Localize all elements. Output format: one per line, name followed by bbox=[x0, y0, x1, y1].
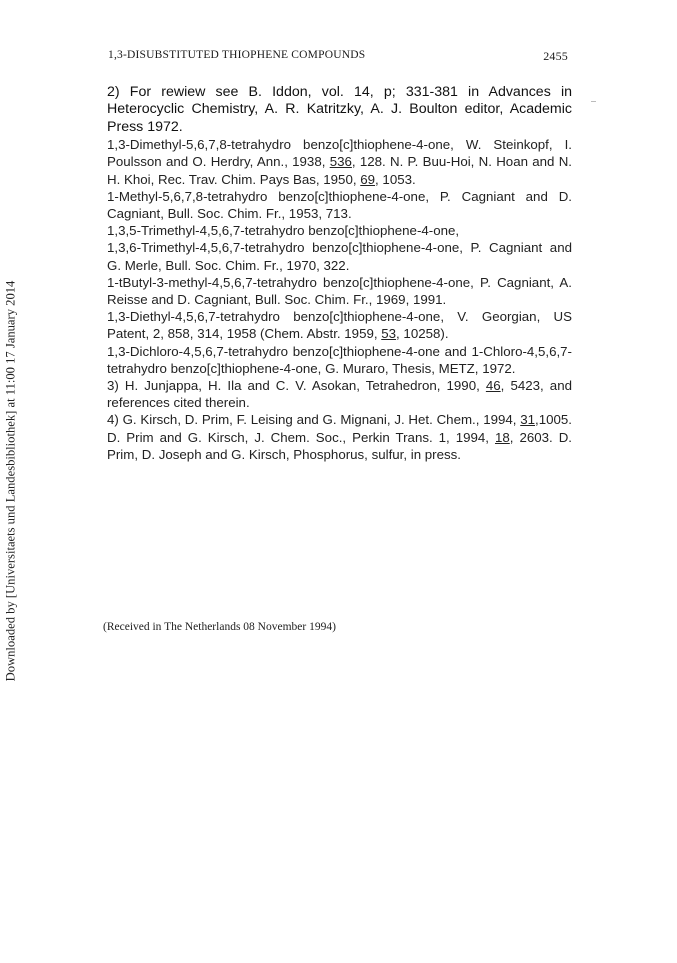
reference-text: 1,3,5-Trimethyl-4,5,6,7-tetrahydro benzo[c]thiophene-4-one, bbox=[107, 223, 460, 239]
volume-number: 46 bbox=[485, 378, 501, 394]
reference-text: , 5423, and references cited therein. bbox=[107, 378, 572, 411]
volume-number: 53 bbox=[381, 326, 397, 342]
reference-text: 1,3,6-Trimethyl-4,5,6,7-tetrahydro benzo[c]thiophene-4-one, P. Cagniant and G. Merle, Bull. Soc. Chim. Fr., 1970, 322. bbox=[107, 240, 572, 273]
reference-4 bbox=[107, 411, 572, 463]
received-note: (Received in The Netherlands 08 November 1994) bbox=[103, 621, 336, 633]
reference-list bbox=[107, 84, 572, 463]
volume-number: 18 bbox=[494, 429, 510, 445]
reference-text: 1-tButyl-3-methyl-4,5,6,7-tetrahydro benzo[c]thiophene-4-one, P. Cagniant, A. Reisse and D. Cagniant, Bull. Soc. Chim. Fr., 1969, 1991. bbox=[107, 274, 572, 308]
page-number: 2455 bbox=[543, 49, 568, 63]
reference-text: , 2603. D. Prim, D. Joseph and G. Kirsch, Phosphorus, sulfur, in press. bbox=[107, 429, 572, 462]
reference-dimethyl bbox=[107, 136, 572, 188]
reference-text: , 10258). bbox=[396, 326, 449, 342]
reference-text: , 128. N. P. Buu-Hoi, N. Hoan and N. H. Khoi, Rec. Trav. Chim. Pays Bas, 1950, bbox=[107, 154, 572, 187]
reference-text: 2) For rewiew see B. Iddon, vol. 14, p; 331-381 in Advances in Heterocyclic Chemistry, A. R. Katritzky, A. J. Boulton editor, Academic Press 1972. bbox=[107, 84, 572, 135]
volume-number: 69 bbox=[360, 171, 376, 187]
reference-text: 1-Methyl-5,6,7,8-tetrahydro benzo[c]thiophene-4-one, P. Cagniant and D. Cagniant, Bull. Soc. Chim. Fr., 1953, 713. bbox=[107, 188, 572, 222]
reference-text: 1,3-Dichloro-4,5,6,7-tetrahydro benzo[c]thiophene-4-one and 1-Chloro-4,5,6,7-tetrahydro benzo[c]thiophene-4-one, G. Muraro, Thesis, METZ, 1972. bbox=[107, 343, 572, 376]
reference-text: 3) H. Junjappa, H. Ila and C. V. Asokan, Tetrahedron, 1990, bbox=[107, 378, 486, 394]
reference-text: 4) G. Kirsch, D. Prim, F. Leising and G. Mignani, J. Het. Chem., 1994, bbox=[107, 412, 521, 428]
reference-trimethyl-a bbox=[107, 222, 572, 239]
download-watermark-text: Downloaded by [Universitaets und Landesbibliothek] at 11:00 17 January 2014 bbox=[3, 280, 18, 682]
volume-number: 31 bbox=[520, 412, 536, 428]
reference-text: ,1005. D. Prim and G. Kirsch, J. Chem. Soc., Perkin Trans. 1, 1994, bbox=[107, 412, 572, 445]
download-watermark bbox=[2, 261, 20, 701]
reference-diethyl bbox=[107, 308, 572, 342]
reference-3 bbox=[107, 377, 572, 411]
reference-trimethyl-b bbox=[107, 239, 572, 273]
reference-text: 1,3-Diethyl-4,5,6,7-tetrahydro benzo[c]thiophene-4-one, V. Georgian, US Patent, 2, 858, 314, 1958 (Chem. Abstr. 1959, bbox=[107, 309, 572, 342]
reference-2 bbox=[107, 84, 572, 136]
margin-mark bbox=[591, 101, 596, 102]
reference-dichloro bbox=[107, 343, 572, 377]
reference-text: 1,3-Dimethyl-5,6,7,8-tetrahydro benzo[c]thiophene-4-one, W. Steinkopf, I. Poulsson and O. Herdry, Ann., 1938, bbox=[107, 137, 572, 170]
running-title: 1,3-DISUBSTITUTED THIOPHENE COMPOUNDS bbox=[108, 49, 366, 61]
reference-tbutyl bbox=[107, 274, 572, 308]
reference-text: , 1053. bbox=[375, 171, 416, 187]
reference-methyl bbox=[107, 188, 572, 222]
volume-number: 536 bbox=[329, 154, 352, 170]
